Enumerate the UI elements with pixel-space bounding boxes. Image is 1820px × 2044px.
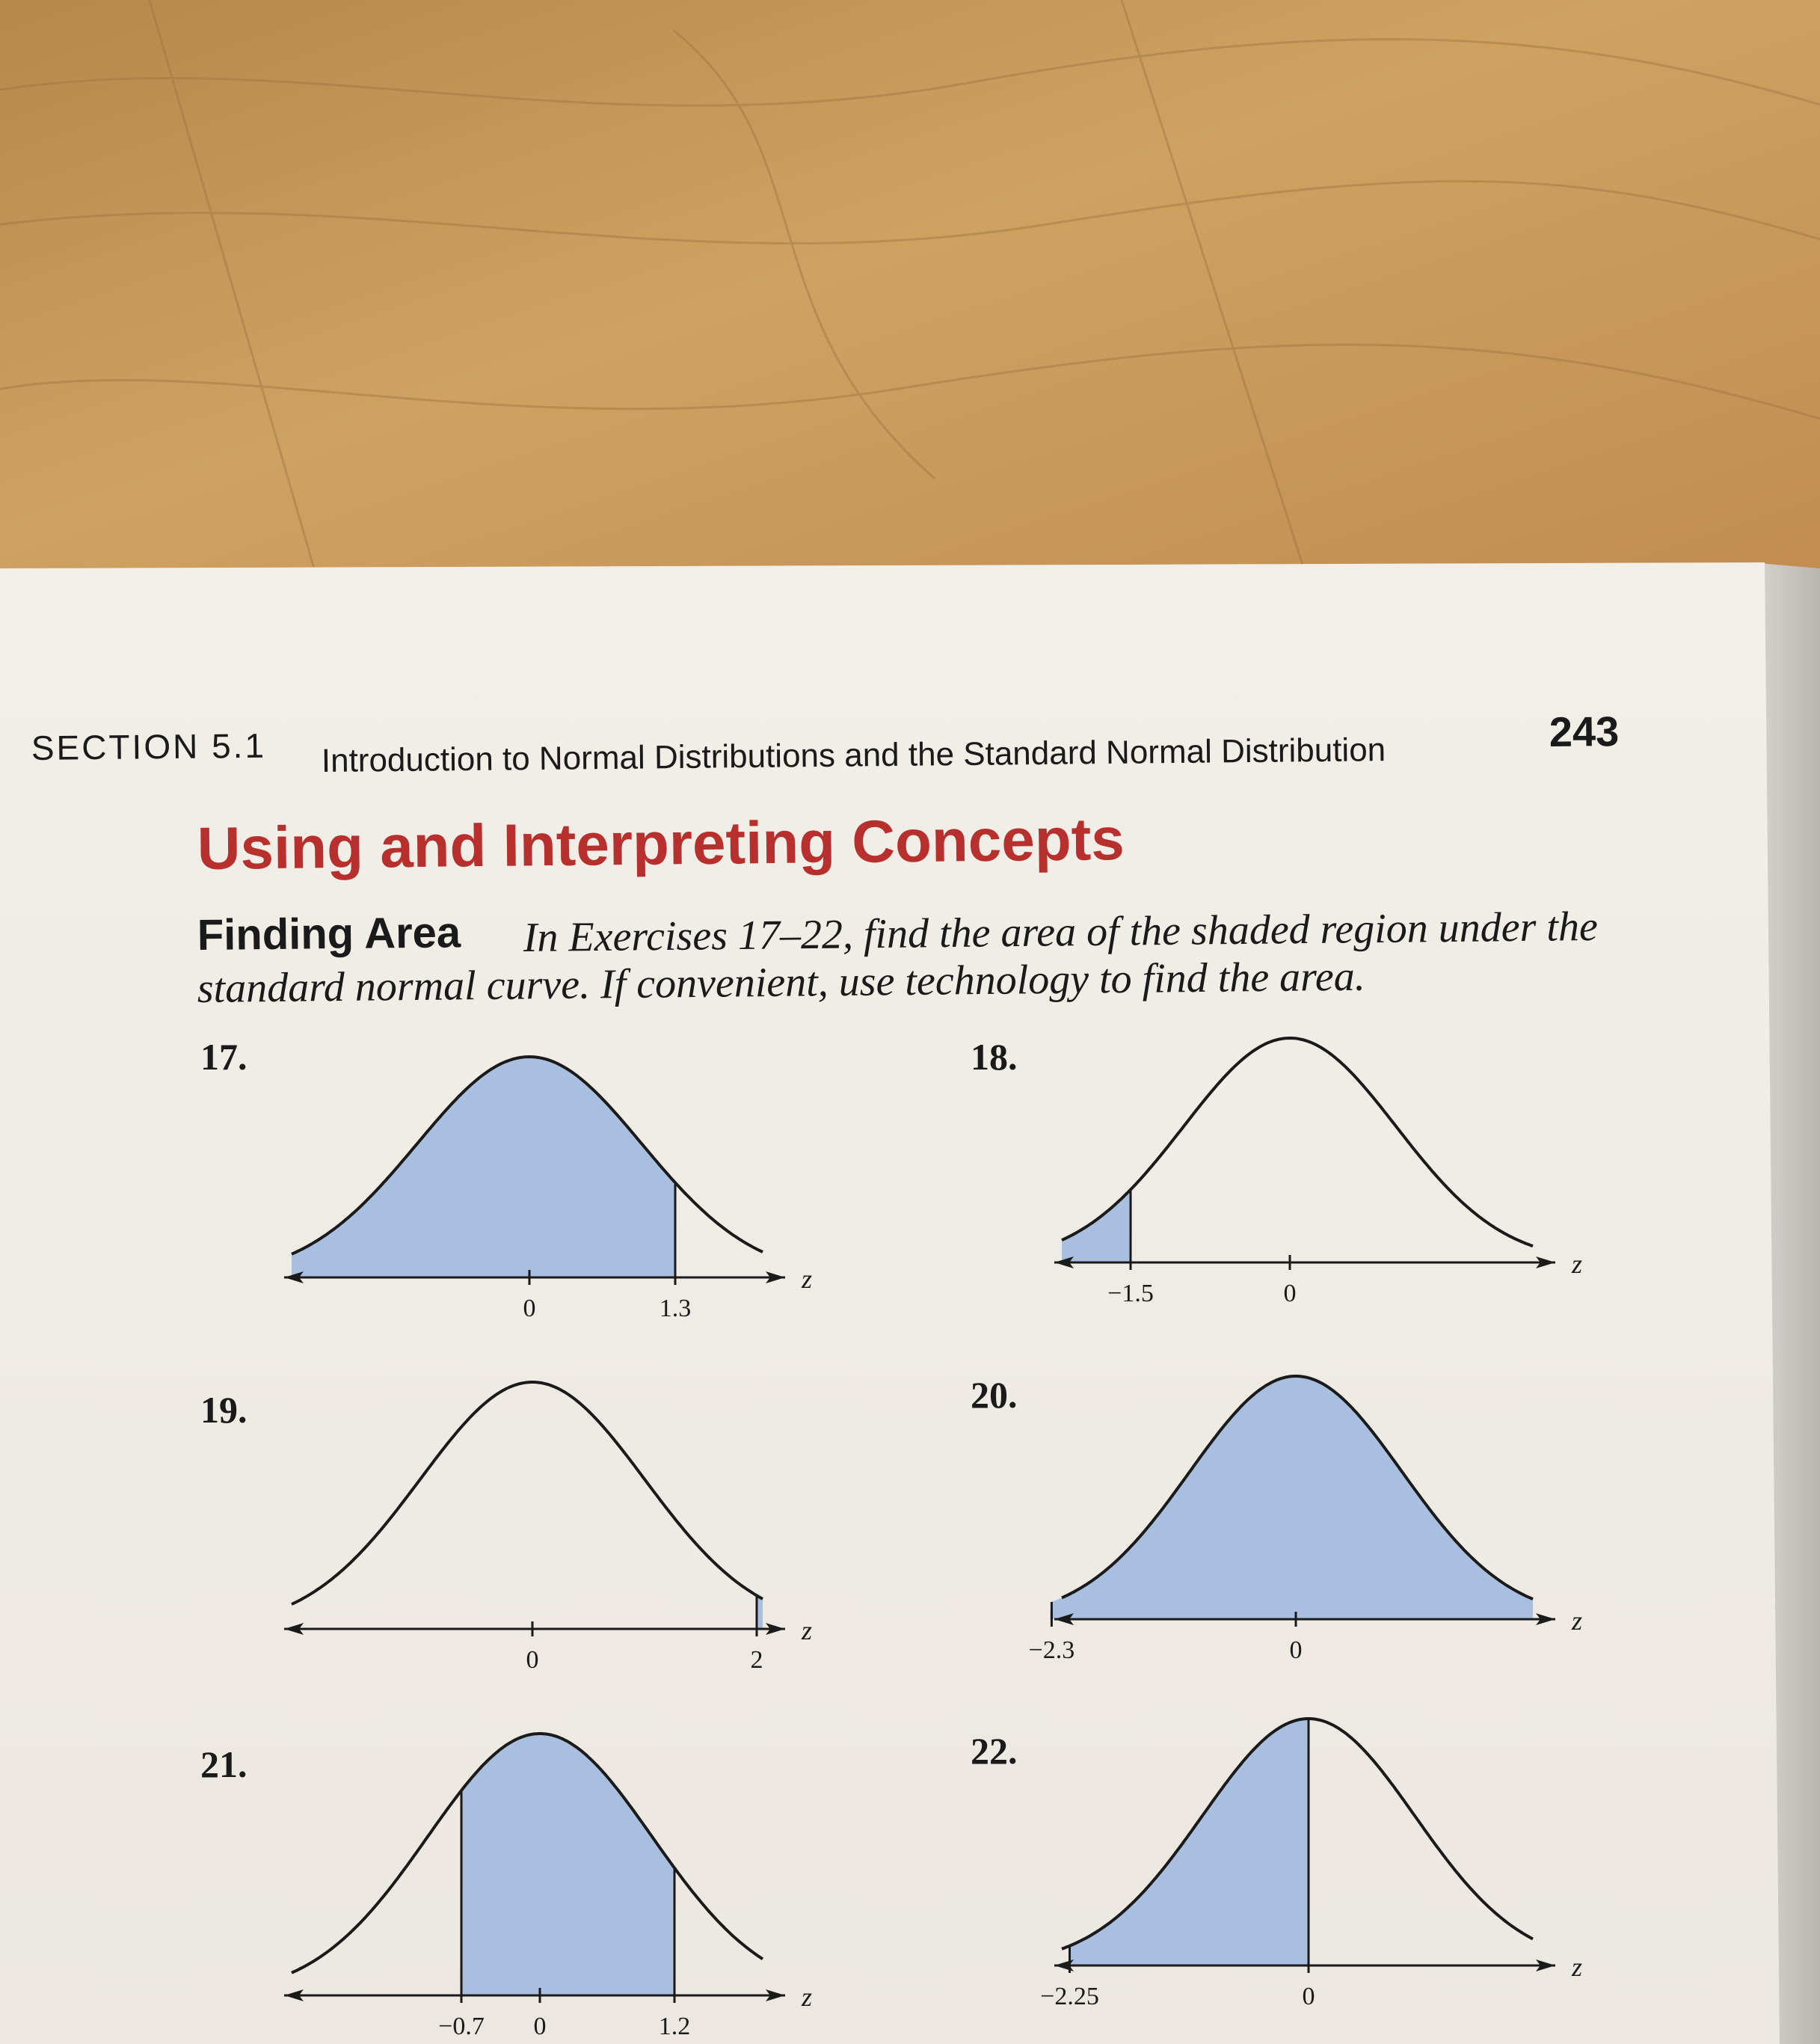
tick-label: −0.7 xyxy=(438,2013,485,2040)
page-number: 243 xyxy=(1549,708,1620,755)
instructions-line-1: In Exercises 17–22, find the area of the shaded region under the xyxy=(523,903,1599,961)
exercise-number: 19. xyxy=(200,1389,248,1431)
tick-label: 0 xyxy=(523,1295,536,1322)
exercise-number: 21. xyxy=(200,1743,248,1785)
tick-label: 0 xyxy=(533,2013,547,2040)
tick-label: −1.5 xyxy=(1107,1280,1154,1307)
section-title: Introduction to Normal Distributions and the Standard Normal Distribution xyxy=(321,731,1386,779)
exercise-number: 17. xyxy=(200,1036,248,1078)
instructions-label: Finding Area xyxy=(197,908,461,960)
wood-table xyxy=(0,0,1820,598)
axis-variable-label: z xyxy=(802,1264,813,1294)
axis-variable-label: z xyxy=(802,1615,813,1645)
instructions-line-2: standard normal curve. If convenient, use technology to find the area. xyxy=(197,953,1366,1012)
tick-label: −2.25 xyxy=(1040,1983,1099,2010)
axis-variable-label: z xyxy=(1572,1606,1583,1636)
tick-label: 0 xyxy=(1302,1983,1315,2010)
tick-label: 0 xyxy=(526,1646,539,1674)
tick-label: −2.3 xyxy=(1028,1636,1075,1664)
tick-label: 0 xyxy=(1289,1636,1303,1664)
tick-label: 1.2 xyxy=(658,2013,691,2040)
exercise-number: 18. xyxy=(971,1036,1018,1078)
tick-label: 1.3 xyxy=(659,1295,692,1322)
book-page xyxy=(0,562,1780,2044)
tick-label: 0 xyxy=(1283,1280,1297,1307)
axis-variable-label: z xyxy=(1572,1952,1583,1982)
exercise-number: 20. xyxy=(971,1374,1018,1416)
tick-label: 2 xyxy=(750,1646,763,1674)
axis-variable-label: z xyxy=(1572,1249,1583,1279)
section-heading: Using and Interpreting Concepts xyxy=(197,805,1125,882)
exercise-number: 22. xyxy=(971,1730,1018,1772)
axis-variable-label: z xyxy=(802,1982,813,2012)
section-label: SECTION 5.1 xyxy=(31,725,267,767)
